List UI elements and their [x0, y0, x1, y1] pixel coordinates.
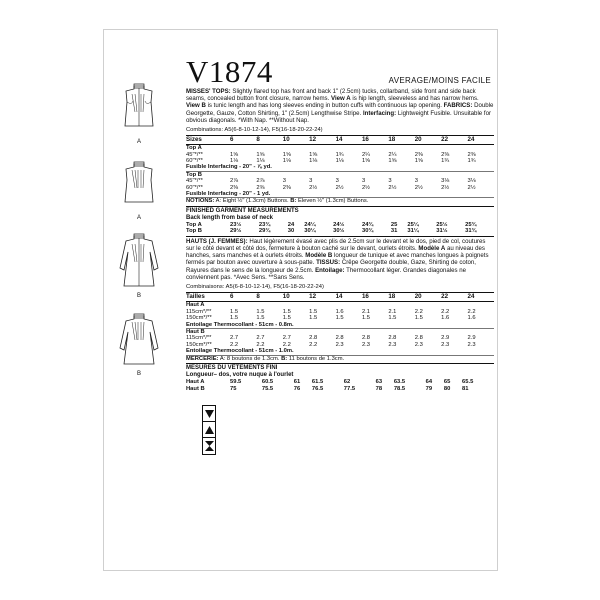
table-cell: Top A: [186, 222, 202, 229]
table-cell: 61: [293, 379, 301, 386]
table-cell: 25¾: [465, 222, 477, 229]
french-finished-title: MESURES DU VÊTEMENTS FINI: [186, 365, 278, 372]
table-cell: Fusible Interfacing - 20" - ⅞ yd.: [186, 164, 272, 171]
table-cell: 31¾: [465, 228, 477, 235]
table-cell: 2.2: [414, 308, 423, 315]
table-section-row: [186, 145, 494, 152]
table-cell: 1.5: [309, 308, 318, 315]
table-cell: 2.7: [256, 335, 265, 342]
table-cell: 1¾: [441, 158, 450, 165]
table-cell: 24½: [333, 222, 345, 229]
table-cell: 2.9: [441, 335, 450, 342]
table-cell: 60"*/**: [186, 184, 203, 191]
table-cell: 2.2: [441, 308, 450, 315]
table-cell: 2.3: [388, 341, 397, 348]
table-cell: 63.5: [393, 379, 406, 386]
table-cell: 1.5: [335, 315, 344, 322]
table-cell: 12: [309, 293, 335, 302]
table-cell: 8: [256, 136, 282, 145]
table-cell: 12: [309, 136, 335, 145]
triangle-up-icon: [205, 426, 214, 434]
table-cell: 24: [468, 293, 494, 302]
table-cell: 20: [415, 136, 441, 145]
table-cell: 1⅝: [282, 151, 291, 158]
interfacing-row: [186, 322, 494, 329]
table-cell: 3: [335, 178, 339, 185]
table-cell: 30½: [333, 228, 345, 235]
pattern-envelope-back: [103, 29, 498, 571]
table-cell: 16: [362, 136, 388, 145]
table-cell: 150cm*/**: [186, 315, 212, 322]
table-cell: 25½: [436, 222, 448, 229]
table-cell: Haut B: [186, 385, 205, 392]
table-cell: 18: [388, 293, 414, 302]
top-b-back-icon: [114, 310, 164, 370]
thumbnail-label: A: [136, 139, 141, 145]
table-section-row: [186, 171, 494, 178]
french-notions: MERCERIE: A: 8 boutons de 1.3cm. B: 11 boutons de 1.3cm.: [186, 355, 494, 363]
table-cell: 6: [230, 136, 256, 145]
table-cell: 2½: [441, 184, 450, 191]
table-cell: 6: [230, 293, 256, 302]
table-cell: Haut A: [186, 302, 494, 309]
table-cell: 1⅛: [256, 158, 265, 165]
table-cell: 2½: [361, 184, 371, 191]
table-cell: 3: [309, 178, 313, 185]
table-cell: Haut B: [186, 328, 494, 335]
table-cell: 2.8: [361, 335, 371, 342]
table-cell: 1.5: [256, 315, 265, 322]
table-cell: 2⅜: [467, 151, 476, 158]
table-row: [186, 386, 494, 392]
table-row: [186, 315, 494, 321]
table-cell: 3: [414, 178, 418, 185]
table-cell: 2.2: [309, 341, 318, 348]
table-cell: 78.5: [393, 385, 406, 392]
table-cell: 2⅜: [441, 151, 450, 158]
table-cell: 1⅝: [256, 151, 265, 158]
table-cell: 45"*/**: [186, 151, 203, 158]
table-cell: 60"*/**: [186, 158, 203, 165]
table-cell: Entoilage Thermocollant - 51cm - 1.0m.: [186, 348, 294, 355]
table-cell: 24: [287, 222, 295, 229]
table-cell: 3: [361, 178, 366, 185]
table-cell: 30¼: [304, 228, 316, 235]
table-cell: 1.5: [388, 315, 397, 322]
pattern-details: [186, 88, 494, 392]
french-yardage-table: [186, 292, 494, 354]
table-cell: 2⅜: [230, 184, 239, 191]
french-combinations: Combinaisons: A5(6-8-10-12-14), F5(16-18-20-22-24): [186, 284, 324, 291]
table-cell: 2.3: [335, 341, 344, 348]
table-cell: 10: [283, 136, 309, 145]
table-cell: 8: [256, 293, 282, 302]
table-row: [186, 228, 494, 234]
table-cell: 2¼: [388, 151, 397, 158]
table-section-row: [186, 302, 494, 309]
table-cell: 1.5: [309, 315, 318, 322]
table-cell: 2½: [388, 184, 397, 191]
table-cell: 2.3: [467, 341, 476, 348]
table-cell: 2⅜: [414, 151, 423, 158]
pattern-number: V1874: [186, 54, 273, 89]
table-cell: 31: [390, 228, 398, 235]
table-cell: 31¼: [407, 228, 419, 235]
thumbnail-top-a-back: [114, 158, 164, 221]
thumbnail-label: A: [136, 215, 141, 221]
table-cell: 2.8: [414, 335, 423, 342]
legend-cell: [203, 438, 215, 454]
table-cell: 2.8: [388, 335, 397, 342]
table-cell: 30¾: [361, 228, 374, 235]
thumbnail-top-b-front: [114, 230, 164, 299]
table-cell: 1⅛: [309, 158, 318, 165]
table-cell: 1.5: [414, 315, 423, 322]
table-cell: 1¾: [467, 158, 476, 165]
table-cell: 2½: [309, 184, 318, 191]
table-cell: 1¾: [335, 151, 344, 158]
table-cell: 2.3: [441, 341, 450, 348]
table-cell: 2.2: [256, 341, 265, 348]
table-cell: 3⅛: [467, 178, 476, 185]
thumbnail-label: B: [136, 371, 141, 377]
table-cell: 23½: [230, 222, 242, 229]
table-cell: 1.5: [230, 315, 239, 322]
english-finished-table: [186, 222, 494, 235]
table-cell: 76: [293, 385, 301, 392]
table-cell: 80: [443, 385, 451, 392]
thumbnail-top-a-front: [114, 80, 164, 145]
table-cell: 77.5: [343, 385, 356, 392]
table-cell: 1⅝: [414, 158, 423, 165]
table-cell: 60.5: [261, 379, 274, 386]
triangle-down-icon: [205, 410, 214, 418]
table-cell: 64: [425, 379, 433, 386]
table-cell: 16: [362, 293, 388, 302]
table-cell: 25¼: [407, 222, 419, 229]
table-cell: 3⅛: [441, 178, 450, 185]
table-cell: 1⅛: [335, 158, 344, 165]
table-cell: 29¾: [258, 228, 271, 235]
table-cell: Top A: [186, 145, 494, 152]
table-cell: 1⅝: [388, 158, 397, 165]
table-cell: 25: [390, 222, 398, 229]
table-cell: 61.5: [311, 379, 324, 386]
table-cell: 2.7: [230, 335, 239, 342]
table-cell: 2½: [335, 184, 344, 191]
table-cell: 1.6: [467, 315, 476, 322]
english-description: MISSES' TOPS: Slightly flared top has front and back 1" (2.5cm) tucks, collarband, side front and side back seams, concealed button front closure, narrow hems. View A is hip length, sleeveless and has narrow hems. View B is tunic length and has long sleeves ending in button cuffs with continuous lap opening. FABRICS: Double Georgette, Gauze, Cotton Shirting, 1" (2.5cm) Lengthwise Stripe. Interfacing: Lightweight Fusible. Unsuitable for obvious diagonals. *With Nap. **Without Nap.: [186, 88, 494, 124]
table-cell: 2½: [414, 184, 423, 191]
table-cell: 1.5: [230, 308, 239, 315]
table-cell: 2.3: [361, 341, 371, 348]
table-cell: Haut A: [186, 379, 205, 386]
english-notions: NOTIONS: A: Eight ½" (1.3cm) Buttons. B: Eleven ½" (1.3cm) Buttons.: [186, 197, 494, 205]
french-description: HAUTS (J. FEMMES): Haut légèrement évasé avec plis de 2.5cm sur le devant et le dos, pied de col, coutures sur le côté devant et côté dos, fermeture à bouton caché sur le devant, ourlets étroits. Modèle A au niveau des hanches, sans manches et à ourlets étroits. Modèle B longueur de tunique et avec manches longues à poignets fermés par bouton avec ouverture à sous-patte. TISSUS: Crêpe Georgette double, Gaze, Shirting de coton, Rayures dans le sens de la longueur de 2.5cm. Entoilage: Thermocollant léger. Grandes diagonales ne conviennent pas. *Avec Sens. **Sans Sens.: [186, 237, 489, 281]
table-cell: 29½: [230, 228, 242, 235]
table-cell: 2⅜: [256, 184, 265, 191]
table-cell: 2.2: [467, 308, 476, 315]
table-cell: 1⅝: [230, 151, 239, 158]
table-cell: 59.5: [230, 379, 242, 386]
table-cell: 1.5: [282, 315, 291, 322]
table-cell: 2¼: [361, 151, 371, 158]
table-cell: 2.1: [388, 308, 397, 315]
legend-cell: [203, 422, 215, 438]
table-row: [186, 335, 494, 341]
french-finished-table: [186, 379, 494, 392]
table-cell: 2⅜: [282, 184, 291, 191]
table-cell: 2.8: [335, 335, 344, 342]
table-cell: Entoilage Thermocollant - 51cm - 0.8m.: [186, 321, 294, 328]
table-cell: 24¾: [361, 222, 374, 229]
table-cell: 1⅝: [309, 151, 318, 158]
table-cell: 150cm*/**: [186, 341, 212, 348]
french-back-length-label: Longueur– dos, votre nuque à l'ourlet: [186, 372, 294, 379]
table-cell: 2.2: [282, 341, 291, 348]
table-cell: 76.5: [311, 385, 324, 392]
table-cell: 65.5: [462, 379, 474, 386]
table-cell: 18: [388, 136, 414, 145]
table-cell: Top B: [186, 171, 494, 178]
english-yardage-table: [186, 135, 494, 197]
table-cell: 24: [468, 136, 494, 145]
table-cell: 2½: [467, 184, 476, 191]
table-cell: 10: [283, 293, 309, 302]
table-cell: 3: [282, 178, 287, 185]
hourglass-icon: [205, 441, 214, 451]
table-cell: 1⅛: [230, 158, 239, 165]
english-finished-title: FINISHED GARMENT MEASUREMENTS: [186, 208, 299, 215]
table-section-row: [186, 328, 494, 335]
table-cell: 63: [375, 379, 383, 386]
table-cell: 2.1: [361, 308, 371, 315]
table-cell: 78: [375, 385, 383, 392]
table-cell: 62: [343, 379, 351, 386]
thumbnail-top-b-back: [114, 310, 164, 377]
table-cell: 31½: [436, 228, 448, 235]
difficulty-rating: AVERAGE/MOINS FACILE: [388, 76, 491, 85]
table-cell: 65: [443, 379, 451, 386]
table-cell: 1⅛: [282, 158, 291, 165]
table-cell: 115cm*/**: [186, 335, 212, 342]
top-a-front-icon: [114, 80, 164, 138]
english-combinations: Combinations: A5(6-8-10-12-14), F5(16-18-20-22-24): [186, 127, 323, 134]
symbol-legend: [202, 405, 216, 455]
table-cell: 22: [441, 293, 467, 302]
table-cell: 2⅞: [230, 178, 239, 185]
top-b-front-icon: [114, 230, 164, 292]
table-cell: 1.5: [361, 315, 371, 322]
table-cell: 1.5: [256, 308, 265, 315]
table-cell: Tailles: [186, 293, 230, 302]
table-cell: 2.7: [282, 335, 291, 342]
table-cell: 1.6: [441, 315, 450, 322]
table-cell: Sizes: [186, 136, 230, 145]
legend-cell: [203, 406, 215, 422]
table-cell: 2.3: [414, 341, 423, 348]
table-cell: 75: [230, 385, 237, 392]
top-a-back-icon: [114, 158, 164, 214]
size-header-row: [186, 293, 494, 302]
table-cell: 23¾: [258, 222, 271, 229]
size-header-row: [186, 136, 494, 145]
table-cell: 45"*/**: [186, 178, 203, 185]
table-cell: 2.2: [230, 341, 239, 348]
thumbnail-label: B: [136, 293, 141, 299]
table-cell: 1⅝: [361, 158, 371, 165]
table-cell: 20: [415, 293, 441, 302]
table-cell: 1.5: [282, 308, 291, 315]
table-cell: Fusible Interfacing - 20" - 1 yd.: [186, 191, 271, 198]
english-back-length-label: Back length from base of neck: [186, 215, 274, 222]
table-cell: 30: [287, 228, 295, 235]
table-cell: 2⅞: [256, 178, 265, 185]
table-cell: 22: [441, 136, 467, 145]
table-cell: 1.6: [335, 308, 344, 315]
table-cell: 79: [425, 385, 433, 392]
table-cell: Top B: [186, 228, 202, 235]
table-cell: 14: [336, 136, 362, 145]
table-cell: 115cm*/**: [186, 308, 212, 315]
table-cell: 75.5: [261, 385, 274, 392]
table-cell: 2.8: [309, 335, 318, 342]
table-cell: 3: [388, 178, 392, 185]
table-cell: 24¼: [304, 222, 316, 229]
table-cell: 14: [336, 293, 362, 302]
table-cell: 2.9: [467, 335, 476, 342]
table-cell: 81: [462, 385, 469, 392]
interfacing-row: [186, 164, 494, 171]
